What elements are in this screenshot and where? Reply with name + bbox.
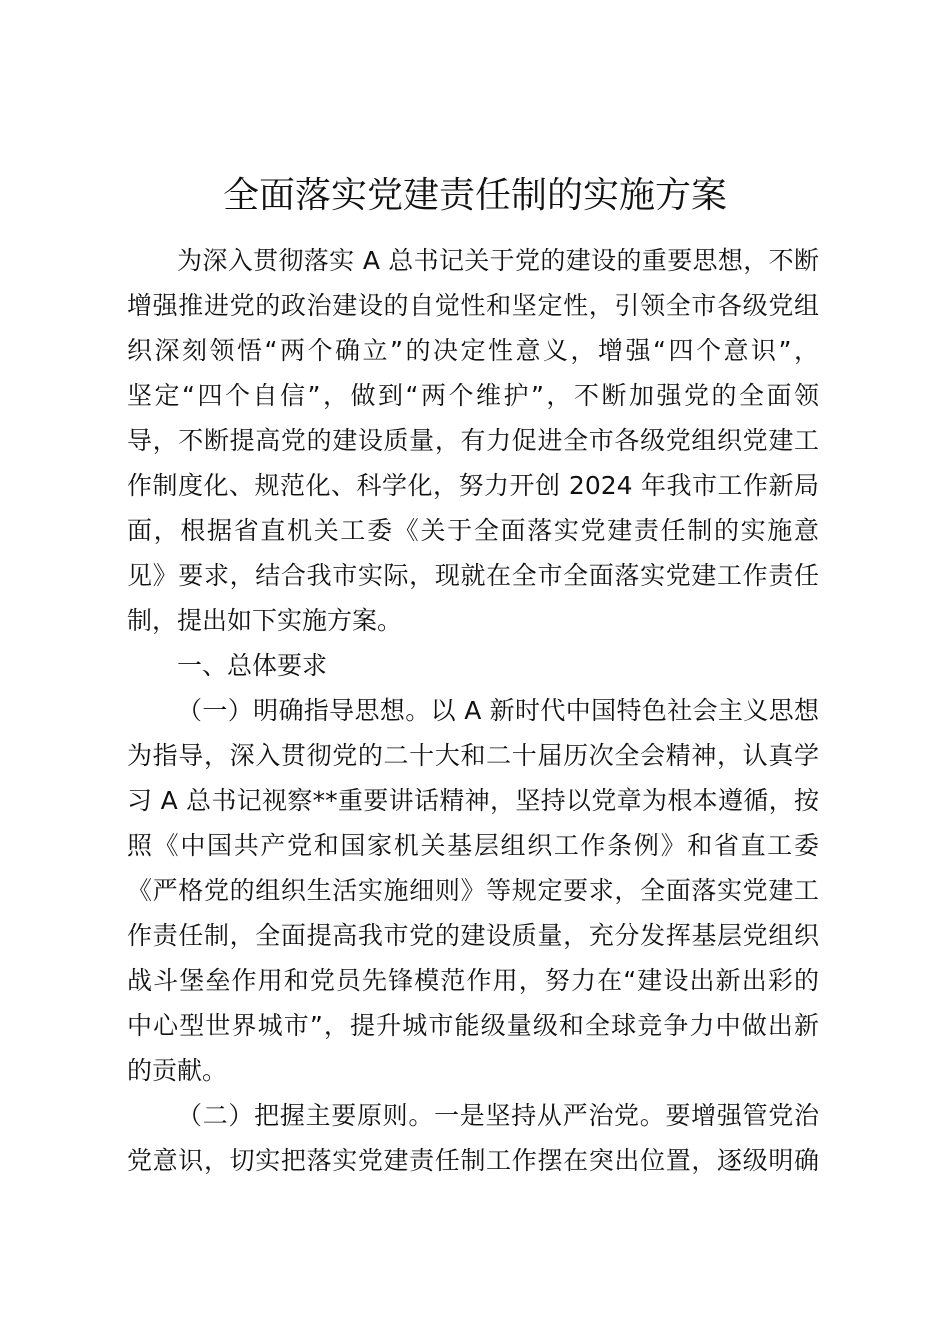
paragraph-line: 战斗堡垒作用和党员先锋模范作用，努力在“建设出新出彩的 [127,966,819,995]
paragraph-line: 照《中国共产党和国家机关基层组织工作条例》和省直工委 [127,831,819,860]
paragraph-line: 增强推进党的政治建设的自觉性和坚定性，引领全市各级党组 [127,291,819,320]
paragraph-line: 面，根据省直机关工委《关于全面落实党建责任制的实施意 [127,516,819,545]
paragraph-line: 为指导，深入贯彻党的二十大和二十届历次全会精神，认真学 [127,741,819,770]
paragraph-line: 制，提出如下实施方案。 [127,606,403,635]
paragraph-line: 中心型世界城市”，提升城市能级量级和全球竞争力中做出新 [127,1011,819,1040]
paragraph-line: 织深刻领悟“两个确立”的决定性意义，增强“四个意识”， [127,336,819,365]
paragraph-line: 的贡献。 [127,1056,228,1085]
document-body [127,238,819,1183]
paragraph-line: 《严格党的组织生活实施细则》等规定要求，全面落实党建工 [127,876,819,905]
paragraph-line: （二）把握主要原则。一是坚持从严治党。要增强管党治 [177,1101,819,1130]
paragraph-line: 习 A 总书记视察**重要讲话精神，坚持以党章为根本遵循，按 [127,786,819,815]
paragraph-line: 导，不断提高党的建设质量，有力促进全市各级党组织党建工 [127,426,819,455]
document-title: 全面落实党建责任制的实施方案 [222,175,727,216]
paragraph-line: 坚定“四个自信”，做到“两个维护”，不断加强党的全面领 [127,381,819,410]
paragraph-line: 见》要求，结合我市实际，现就在全市全面落实党建工作责任 [127,561,819,590]
paragraph-line: 作制度化、规范化、科学化，努力开创 2024 年我市工作新局 [127,471,819,500]
paragraph-line: （一）明确指导思想。以 A 新时代中国特色社会主义思想 [177,696,819,725]
paragraph-line: 党意识，切实把落实党建责任制工作摆在突出位置，逐级明确 [127,1146,819,1175]
paragraph-line: 为深入贯彻落实 A 总书记关于党的建设的重要思想，不断 [177,246,819,275]
paragraph-line: 作责任制，全面提高我市党的建设质量，充分发挥基层党组织 [127,921,819,950]
section-heading: 一、总体要求 [177,651,328,680]
